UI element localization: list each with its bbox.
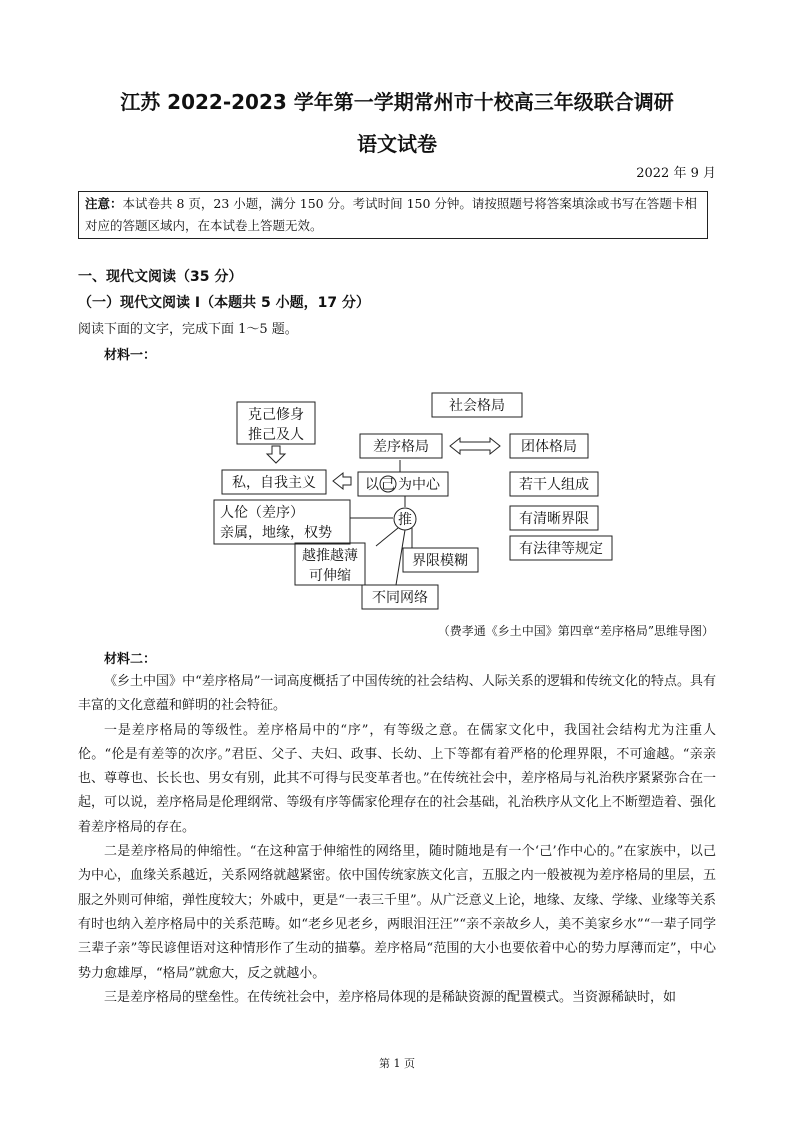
box-falv-text: 有法律等规定 xyxy=(519,541,603,557)
box-ruogan-text: 若干人组成 xyxy=(519,477,589,493)
box-qingxi-text: 有清晰界限 xyxy=(519,511,589,527)
instruction-text: 阅读下面的文字，完成下面 1～5 题。 xyxy=(78,322,298,337)
material2-label: 材料二： xyxy=(104,652,157,667)
down-arrow xyxy=(267,446,285,463)
material2-body xyxy=(78,670,716,1010)
box-chaxu-text: 差序格局 xyxy=(373,439,429,455)
mind-map-diagram xyxy=(200,388,620,610)
box-tuanti-text: 团体格局 xyxy=(521,439,577,455)
box-yueshu-line2: 可伸缩 xyxy=(309,568,351,584)
exam-subtitle: 语文试卷 xyxy=(357,132,437,156)
box-yiji-post: 为中心 xyxy=(398,477,440,493)
box-yueshu-line1: 越推越薄 xyxy=(302,548,358,564)
tui-butong-line xyxy=(396,530,405,585)
box-yiji-circle-text: 己 xyxy=(381,477,395,493)
box-renlun-line2: 亲属，地缘，权势 xyxy=(220,525,332,541)
double-arrow xyxy=(450,438,500,454)
exam-title: 江苏 2022-2023 学年第一学期常州市十校高三年级联合调研 xyxy=(120,90,674,114)
material1-label: 材料一： xyxy=(104,348,157,363)
tui-yueshu-line xyxy=(376,528,398,546)
box-butong-text: 不同网络 xyxy=(372,590,428,606)
paragraph: 三是差序格局的壁垒性。在传统社会中，差序格局体现的是稀缺资源的配置模式。当资源稀缺时，如 xyxy=(104,989,677,1005)
notice-label: 注意： xyxy=(85,196,123,211)
box-keji-line2: 推己及人 xyxy=(248,427,304,443)
box-si-text: 私，自我主义 xyxy=(232,475,316,491)
paragraph: 二是差序格局的伸缩性。“在这种富于伸缩性的网络里，随时随地是有一个‘己’作中心的。”在家族中，以己为中心，血缘关系越近，关系网络就越紧密。依中国传统家族文化言，五服之内一般被视为差序格局的里层，五服之外则可伸缩，弹性度较大；外戚中，更是“一表三千里”。从广泛意义上论，地缘、友缘、学缘、业缘等关系有时也纳入差序格局中的关系范畴。如“老乡见老乡，两眼泪汪汪”“亲不亲故乡人，美不美家乡水”“一辈子同学三辈子亲”等民谚俚语对这种情形作了生动的描摹。差序格局“范围的大小也要依着中心的势力厚薄而定”，中心势力愈雄厚，“格局”就愈大，反之就越小。 xyxy=(78,844,716,981)
diagram-caption: （费孝通《乡土中国》第四章“差序格局”思维导图） xyxy=(437,624,714,638)
paragraph: 一是差序格局的等级性。差序格局中的“序”，有等级之意。在儒家文化中，我国社会结构尤为注重人伦。“伦是有差等的次序。”君臣、父子、夫妇、政事、长幼、上下等都有着严格的伦理界限，不可逾越。“亲亲也、尊尊也、长长也、男女有别，此其不可得与民变革者也。”在传统社会中，差序格局与礼治秩序紧紧弥合在一起，可以说，差序格局是伦理纲常、等级有序等儒家伦理存在的社会基础，礼治秩序从文化上不断塑造着、强化着差序格局的存在。 xyxy=(78,722,716,835)
exam-date: 2022 年 9 月 xyxy=(636,166,716,181)
page-number: 第 1 页 xyxy=(379,1057,415,1070)
box-jiexian-text: 界限模糊 xyxy=(412,553,468,569)
left-arrow xyxy=(333,473,351,489)
box-renlun-line1: 人伦（差序） xyxy=(220,505,304,521)
box-keji-line1: 克己修身 xyxy=(248,407,304,423)
box-shehui-text: 社会格局 xyxy=(449,398,505,414)
section-heading: 一、现代文阅读（35 分） xyxy=(78,269,243,285)
notice-text: 本试卷共 8 页，23 小题，满分 150 分。考试时间 150 分钟。请按照题号将答案填涂或书写在答题卡相对应的答题区域内，在本试卷上答题无效。 xyxy=(85,196,697,233)
paragraph: 《乡土中国》中“差序格局”一词高度概括了中国传统的社会结构、人际关系的逻辑和传统文化的特点。具有丰富的文化意蕴和鲜明的社会特征。 xyxy=(78,674,716,714)
subsection-heading: （一）现代文阅读 I（本题共 5 小题，17 分） xyxy=(78,295,370,311)
tui-text: 推 xyxy=(398,512,412,528)
box-yiji-pre: 以 xyxy=(365,477,379,493)
notice-box xyxy=(78,191,708,239)
